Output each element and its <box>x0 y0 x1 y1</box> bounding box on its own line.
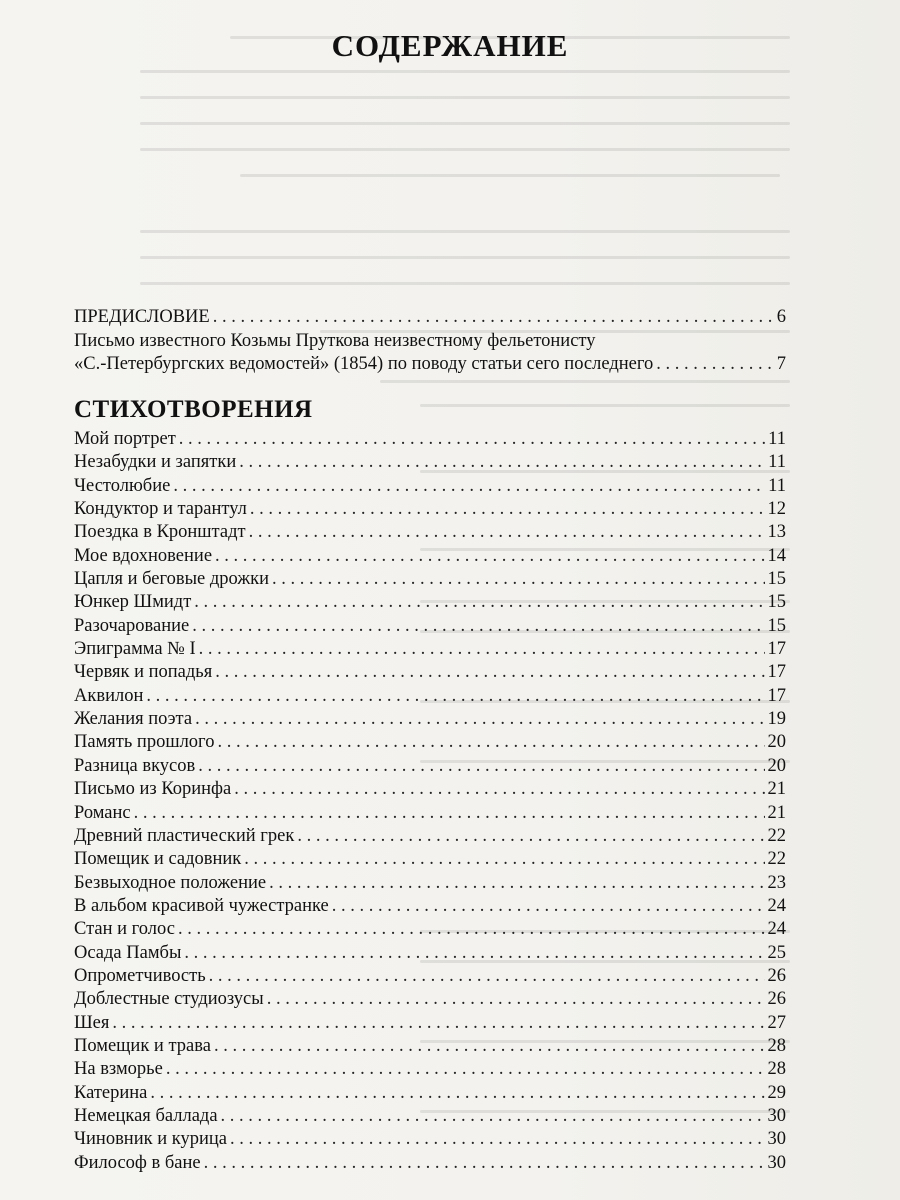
toc-entry-title: ПРЕДИСЛОВИЕ <box>74 307 210 327</box>
toc-entry-title: Романс <box>74 802 131 823</box>
toc-entry[interactable] <box>74 1012 786 1035</box>
dot-leader <box>217 731 764 754</box>
toc-entry-title: Чиновник и курица <box>74 1129 227 1150</box>
toc-entry-title: Мой портрет <box>74 429 176 449</box>
toc-entry[interactable] <box>74 872 786 895</box>
toc-entry[interactable] <box>74 1058 786 1081</box>
toc-entry-page: 28 <box>767 1035 786 1056</box>
toc-entry[interactable] <box>74 685 786 708</box>
dot-leader <box>214 1035 765 1058</box>
toc-entry-letter-line1[interactable]: Письмо известного Козьмы Пруткова неизвестному фельетонисту <box>74 330 596 351</box>
dot-leader <box>244 848 764 871</box>
toc-list <box>74 428 786 1175</box>
toc-entry[interactable] <box>74 731 786 754</box>
toc-entry-title: Философ в бане <box>74 1152 201 1173</box>
toc-entry-title: Честолюбие <box>74 475 171 496</box>
toc-entry-title: Опрометчивость <box>74 965 206 986</box>
toc-entry-page: 30 <box>767 1105 786 1126</box>
toc-entry[interactable] <box>74 965 786 988</box>
dot-leader <box>215 545 764 568</box>
toc-entry-page: 30 <box>767 1152 786 1173</box>
toc-entry-page: 17 <box>767 639 786 660</box>
dot-leader <box>272 568 765 591</box>
toc-entry-page: 22 <box>767 825 786 846</box>
toc-entry-page: 17 <box>767 685 786 706</box>
toc-entry[interactable] <box>74 475 786 498</box>
toc-entry[interactable] <box>74 848 786 871</box>
toc-entry-page: 11 <box>768 475 786 496</box>
toc-entry-page: 15 <box>767 615 786 636</box>
toc-entry[interactable] <box>74 1128 786 1151</box>
toc-entry-page: 27 <box>767 1012 786 1033</box>
dot-leader <box>112 1012 764 1035</box>
toc-entry-title: Разочарование <box>74 615 190 636</box>
toc-entry[interactable] <box>74 1152 786 1175</box>
toc-entry[interactable] <box>74 591 786 614</box>
dot-leader <box>134 802 765 825</box>
toc-entry[interactable] <box>74 545 786 568</box>
dot-leader <box>166 1058 765 1081</box>
toc-entry-page: 17 <box>767 662 786 683</box>
toc-entry-title: Незабудки и запятки <box>74 452 237 473</box>
toc-entry-title: Цапля и беговые дрожки <box>74 569 269 590</box>
dot-leader <box>204 1152 765 1175</box>
toc-entry-title: На взморье <box>74 1059 163 1080</box>
toc-entry[interactable] <box>74 755 786 778</box>
toc-entry[interactable] <box>74 1105 786 1128</box>
dot-leader <box>150 1082 764 1105</box>
dot-leader <box>239 451 765 474</box>
dot-leader <box>179 428 765 451</box>
dot-leader <box>221 1105 765 1128</box>
toc-entry-page: 14 <box>767 545 786 566</box>
toc-entry-page: 22 <box>767 849 786 870</box>
toc-entry-page: 24 <box>767 919 786 940</box>
toc-entry-page: 15 <box>767 592 786 613</box>
toc-entry-title: Осада Памбы <box>74 942 182 963</box>
toc-entry-title: Помещик и садовник <box>74 849 242 870</box>
toc-entry-title: В альбом красивой чужестранке <box>74 895 329 916</box>
toc-entry[interactable] <box>74 1082 786 1105</box>
dot-leader <box>184 942 764 965</box>
section-heading: СТИХОТВОРЕНИЯ <box>74 396 313 423</box>
toc-entry-page: 26 <box>767 989 786 1010</box>
dot-leader <box>215 661 764 684</box>
toc-entry-title: Память прошлого <box>74 732 215 753</box>
toc-entry[interactable] <box>74 521 786 544</box>
toc-entry[interactable] <box>74 451 786 474</box>
dot-leader <box>267 988 765 1011</box>
toc-entry-page: 23 <box>767 872 786 893</box>
toc-entry-page: 19 <box>767 709 786 730</box>
dot-leader <box>230 1128 765 1151</box>
toc-entry-page: 21 <box>767 802 786 823</box>
toc-entry[interactable] <box>74 918 786 941</box>
toc-entry-page: 26 <box>767 965 786 986</box>
toc-entry-title: Помещик и трава <box>74 1035 211 1056</box>
dot-leader <box>192 615 764 638</box>
toc-entry[interactable] <box>74 661 786 684</box>
toc-entry-page: 7 <box>776 354 786 375</box>
toc-entry-title: Письмо из Коринфа <box>74 779 232 800</box>
toc-entry[interactable] <box>74 1035 786 1058</box>
preface-block <box>74 306 786 377</box>
toc-entry-preface[interactable] <box>74 306 786 330</box>
toc-entry-page: 20 <box>767 755 786 776</box>
dot-leader <box>194 591 764 614</box>
dot-leader <box>297 825 764 848</box>
toc-entry-title: «С.-Петербургских ведомостей» (1854) по поводу статьи сего последнего <box>74 354 654 375</box>
toc-entry-page: 25 <box>767 942 786 963</box>
toc-entry-title: Аквилон <box>74 685 144 706</box>
toc-entry-title: Стан и голос <box>74 919 175 940</box>
toc-entry-page: 11 <box>768 429 786 449</box>
toc-entry-title: Юнкер Шмидт <box>74 592 192 613</box>
toc-entry-title: Разница вкусов <box>74 755 196 776</box>
toc-entry-page: 30 <box>767 1129 786 1150</box>
toc-entry[interactable] <box>74 428 786 451</box>
dot-leader <box>198 755 764 778</box>
dot-leader <box>656 353 774 377</box>
dot-leader <box>332 895 765 918</box>
toc-entry-title: Кондуктор и тарантул <box>74 499 247 520</box>
dot-leader <box>173 475 765 498</box>
toc-entry-title: Эпиграмма № I <box>74 639 196 660</box>
dot-leader <box>195 708 764 731</box>
dot-leader <box>146 685 764 708</box>
toc-entry-title: Мое вдохновение <box>74 545 213 566</box>
dot-leader <box>250 498 765 521</box>
toc-entry-page: 15 <box>767 569 786 590</box>
toc-entry-title: Червяк и попадья <box>74 662 213 683</box>
toc-entry-title: Доблестные студиозусы <box>74 989 264 1010</box>
toc-entry-page: 6 <box>776 307 786 327</box>
toc-entry-page: 29 <box>767 1082 786 1103</box>
toc-entry[interactable] <box>74 895 786 918</box>
toc-entry[interactable] <box>74 825 786 848</box>
toc-entry-page: 21 <box>767 779 786 800</box>
toc-entry-letter[interactable] <box>74 353 786 377</box>
dot-leader <box>178 918 765 941</box>
toc-entry-title: Желания поэта <box>74 709 193 730</box>
toc-entry-title: Шея <box>74 1012 110 1033</box>
dot-leader <box>269 872 764 895</box>
toc-entry[interactable] <box>74 615 786 638</box>
toc-entry[interactable] <box>74 498 786 521</box>
toc-entry[interactable] <box>74 942 786 965</box>
toc-entry-title: Катерина <box>74 1082 148 1103</box>
toc-entry-title: Древний пластический грек <box>74 825 295 846</box>
dot-leader <box>199 638 765 661</box>
toc-entry-title: Поездка в Кронштадт <box>74 522 246 543</box>
toc-entry[interactable] <box>74 638 786 661</box>
dot-leader <box>209 965 765 988</box>
toc-entry-page: 11 <box>768 452 786 473</box>
toc-entry[interactable] <box>74 568 786 591</box>
toc-entry-page: 12 <box>767 499 786 520</box>
page-title: СОДЕРЖАНИЕ <box>331 28 569 63</box>
toc-entry-title: Немецкая баллада <box>74 1105 218 1126</box>
toc-entry-title: Безвыходное положение <box>74 872 267 893</box>
toc-entry-page: 28 <box>767 1059 786 1080</box>
toc-entry[interactable] <box>74 778 786 801</box>
dot-leader <box>234 778 764 801</box>
toc-entry[interactable] <box>74 802 786 825</box>
toc-entry-page: 13 <box>767 522 786 543</box>
dot-leader <box>213 306 774 330</box>
toc-entry-page: 24 <box>767 895 786 916</box>
toc-entry-page: 20 <box>767 732 786 753</box>
dot-leader <box>249 521 765 544</box>
toc-entry[interactable] <box>74 988 786 1011</box>
toc-entry[interactable] <box>74 708 786 731</box>
